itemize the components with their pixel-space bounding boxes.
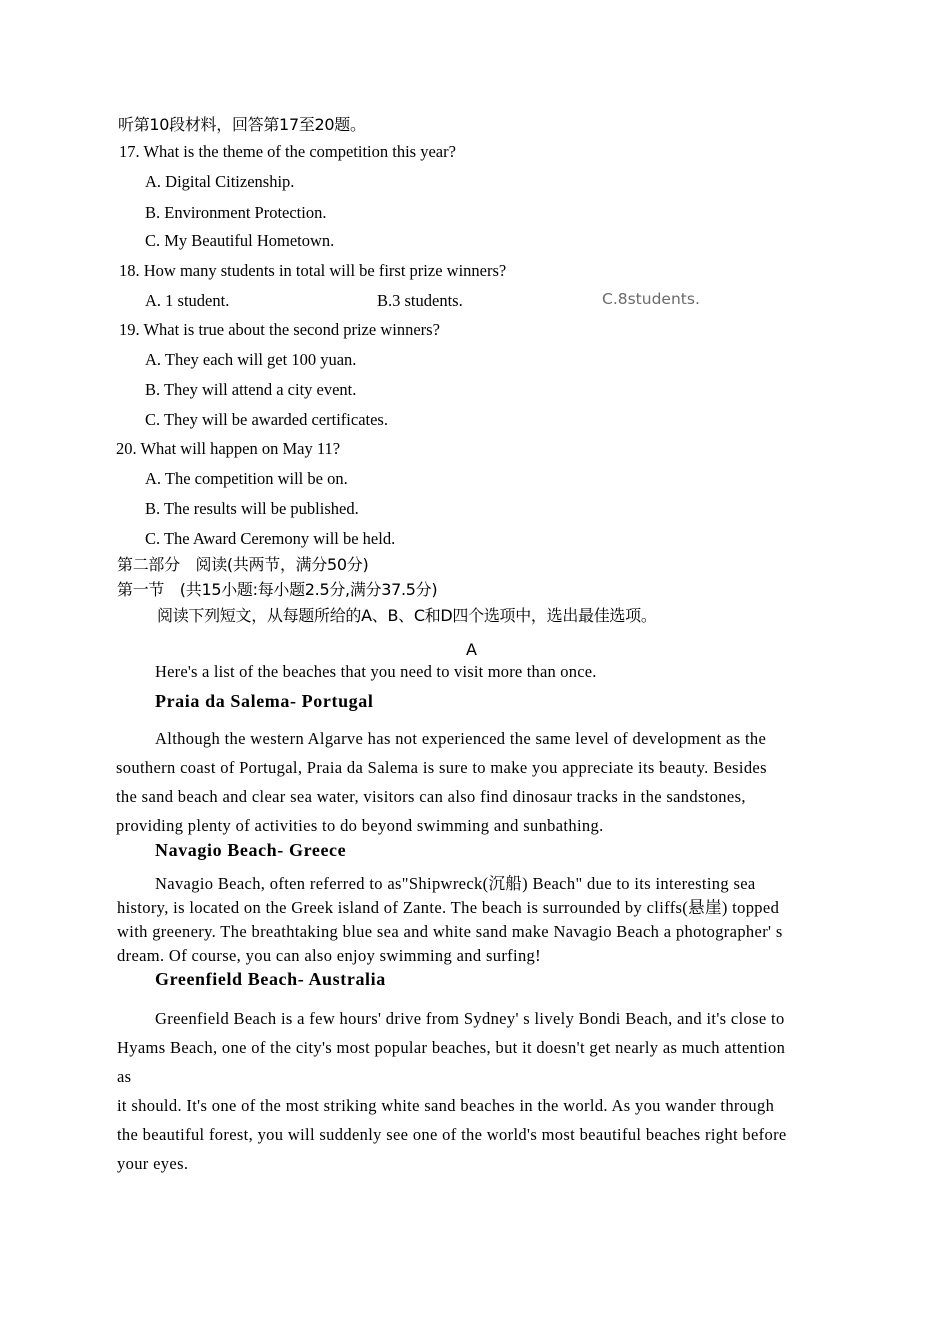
paragraph-line: Greenfield Beach is a few hours' drive from Sydney' s lively Bondi Beach, and it's close to — [155, 1009, 785, 1028]
passage-letter: A — [466, 640, 477, 659]
paragraph-line: providing plenty of activities to do beyond swimming and sunbathing. — [116, 816, 604, 835]
paragraph-line: the beautiful forest, you will suddenly see one of the world's most beautiful beaches right before — [117, 1125, 787, 1144]
q17-option-a: A. Digital Citizenship. — [145, 172, 295, 191]
beach-heading-australia: Greenfield Beach- Australia — [155, 969, 386, 989]
paragraph-line: your eyes. — [117, 1154, 189, 1173]
q20-option-c: C. The Award Ceremony will be held. — [145, 529, 396, 548]
reading-part-title: 第二部分 阅读(共两节，满分50分) — [117, 555, 369, 574]
q20-option-b: B. The results will be published. — [145, 499, 359, 518]
paragraph-line: it should. It's one of the most striking white sand beaches in the world. As you wander through — [117, 1096, 775, 1115]
paragraph-line: southern coast of Portugal, Praia da Salema is sure to make you appreciate its beauty. Besides — [116, 758, 767, 777]
q18-option-a: A. 1 student. — [145, 291, 230, 310]
q17-option-b: B. Environment Protection. — [145, 203, 327, 222]
reading-instruction: 阅读下列短文，从每题所给的A、B、C和D四个选项中，选出最佳选项。 — [157, 606, 657, 625]
beach-heading-greece: Navagio Beach- Greece — [155, 840, 347, 860]
paragraph-line: as — [117, 1067, 132, 1086]
paragraph-line: the sand beach and clear sea water, visitors can also find dinosaur tracks in the sandstones, — [116, 787, 746, 806]
paragraph-line: history, is located on the Greek island of Zante. The beach is surrounded by cliffs(悬崖) topped — [117, 898, 780, 917]
paragraph-line: Although the western Algarve has not experienced the same level of development as the — [155, 729, 767, 748]
q19-option-a: A. They each will get 100 yuan. — [145, 350, 357, 369]
passage-intro: Here's a list of the beaches that you need to visit more than once. — [155, 662, 597, 681]
paragraph-line: Hyams Beach, one of the city's most popular beaches, but it doesn't get nearly as much attention — [117, 1038, 786, 1057]
listening-instruction: 听第10段材料，回答第17至20题。 — [118, 115, 366, 134]
paragraph-line: with greenery. The breathtaking blue sea and white sand make Navagio Beach a photographer' s — [117, 922, 783, 941]
q18-option-b: B.3 students. — [377, 291, 463, 310]
q20-option-a: A. The competition will be on. — [145, 469, 348, 488]
question-18: 18. How many students in total will be first prize winners? — [119, 261, 507, 280]
beach-paragraph-australia — [117, 1004, 857, 1178]
q18-option-c: C.8students. — [602, 290, 700, 308]
q19-option-b: B. They will attend a city event. — [145, 380, 357, 399]
paragraph-line: dream. Of course, you can also enjoy swimming and surfing! — [117, 946, 541, 965]
beach-paragraph-greece — [117, 872, 862, 968]
question-20: 20. What will happen on May 11? — [116, 439, 341, 458]
paragraph-line: Navagio Beach, often referred to as"Shipwreck(沉船) Beach" due to its interesting sea — [155, 874, 756, 893]
beach-paragraph-portugal — [116, 724, 859, 840]
question-17: 17. What is the theme of the competition this year? — [119, 142, 456, 161]
q17-option-c: C. My Beautiful Hometown. — [145, 231, 335, 250]
reading-section-title: 第一节 (共15小题:每小题2.5分,满分37.5分) — [117, 580, 438, 599]
question-19: 19. What is true about the second prize winners? — [119, 320, 440, 339]
q19-option-c: C. They will be awarded certificates. — [145, 410, 388, 429]
beach-heading-portugal: Praia da Salema- Portugal — [155, 691, 374, 711]
